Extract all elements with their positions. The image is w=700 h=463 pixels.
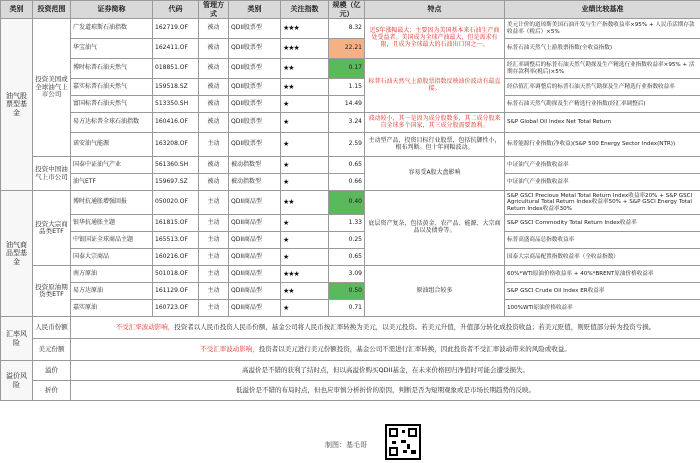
fund-bench: 国泰大宗商品配置指数收益率（全收益指数） [505, 249, 700, 266]
fund-type: QDII商品型 [229, 266, 281, 283]
fund-name: 易方达原油 [71, 283, 153, 300]
share-rmb: 人民币份额 [33, 317, 71, 339]
fund-mgmt: 主动 [199, 283, 229, 300]
fund-type: QDII股票型 [229, 59, 281, 79]
fund-size: 8.32 [329, 19, 365, 39]
feature-3 [365, 113, 505, 133]
feature-1: 近5年涨幅最大；主要因为美国基本来石油生产商处受益者。美国成为全球产油最大，但是需求有限，且成为全球最大的石油出口国之一。 [365, 19, 505, 59]
fund-type: QDII商品型 [229, 191, 281, 215]
fund-stars: ★ [281, 249, 329, 266]
fund-name: 富国标普石油天然气 [71, 96, 153, 113]
fund-stars: ★ [281, 96, 329, 113]
fund-bench: 标普石油天然气上游股票指数(全收益指数) [505, 39, 700, 59]
scope-china: 投资中国油气上市公司 [33, 157, 71, 191]
premium-label: 溢价 [33, 361, 71, 381]
table-row [1, 232, 700, 249]
fund-type: QDII股票型 [229, 113, 281, 133]
fund-name: 博时抗通胀增强回报 [71, 191, 153, 215]
fund-stars: ★ [281, 300, 329, 317]
feature-6: 底层资产复杂，包括黄金、农产品、能源、大宗商品以及债券等。 [365, 191, 505, 266]
fund-name: 嘉实标普石油天然气 [71, 79, 153, 96]
fund-name: 国泰中证油气产业 [71, 157, 153, 174]
fund-mgmt: 被动 [199, 174, 229, 191]
fund-stars: ★★ [281, 191, 329, 215]
fund-name: 易方达标普全球石油指数 [71, 113, 153, 133]
fund-size: 0.71 [329, 300, 365, 317]
fund-code: 165513.OF [153, 232, 199, 249]
feature-2 [365, 59, 505, 113]
fund-size: 1.15 [329, 79, 365, 96]
fund-mgmt: 主动 [199, 133, 229, 157]
table-row [1, 96, 700, 113]
discount-label: 折价 [33, 381, 71, 401]
fund-code: 163208.OF [153, 133, 199, 157]
fund-type: QDII股票型 [229, 19, 281, 39]
fund-code: 050020.OF [153, 191, 199, 215]
table-row [1, 113, 700, 133]
fund-stars: ★★★ [281, 19, 329, 39]
fund-code: 161129.OF [153, 283, 199, 300]
share-usd: 美元份额 [33, 339, 71, 361]
note-premium: 高溢价是不错的获利了结时点，但以高溢价购买QDII基金，在未来价格回归净值时可能会遭受损失。 [71, 361, 700, 381]
fund-name: 中银国证全球商品主题 [71, 232, 153, 249]
header-code: 代码 [153, 1, 199, 19]
scope-global: 投资美国或全球油气上市公司 [33, 19, 71, 157]
fund-type: 被动指数型 [229, 174, 281, 191]
fund-mgmt: 被动 [199, 96, 229, 113]
fund-code: 160216.OF [153, 249, 199, 266]
fund-size: 0.50 [329, 283, 365, 300]
fund-size: 22.21 [329, 39, 365, 59]
note-rmb-text: 投资者以人民币投资人民币份额，基金公司将人民币按汇率转换为美元，以美元投资。若美元升值，升值部分转化成投资收益；若美元贬值，则贬值部分转为投资亏损。 [174, 322, 656, 331]
note-rmb-warn: 不受汇率波动影响， [115, 322, 175, 331]
fund-stars: ★★★ [281, 39, 329, 59]
fund-code: 501018.OF [153, 266, 199, 283]
table-row [1, 174, 700, 191]
feature-4: 主动型产品，投资目标行业股票，包括抗御性小，根布判断。但十年间幅波动。 [365, 133, 505, 157]
fund-stars: ★★ [281, 283, 329, 300]
fund-name: 银华抗通胀主题 [71, 215, 153, 232]
header-bench: 业绩比较基准 [505, 1, 700, 19]
fund-bench: 经汇率调整后的标普石油天然气勘探及生产精选行业指数收益率×95% + 活期存款利率(税后)×5% [505, 59, 700, 79]
fund-size: 0.40 [329, 191, 365, 215]
fund-bench: 中证油气产业指数收益率 [505, 157, 700, 174]
table-row [1, 361, 700, 381]
fund-code: 159697.SZ [153, 174, 199, 191]
table-row [1, 300, 700, 317]
fund-size: 2.59 [329, 133, 365, 157]
table-row [1, 19, 700, 39]
fund-bench: 经估值汇率调整后的标普石油天然气勘探及生产精选行业指数收益率 [505, 79, 700, 96]
fund-type: QDII商品型 [229, 300, 281, 317]
header-row [1, 1, 700, 19]
fund-code: 513350.SH [153, 96, 199, 113]
table-row [1, 249, 700, 266]
fund-bench: 标普石油天然气勘探及生产精选行业指数(经汇率调整后) [505, 96, 700, 113]
table-row [1, 266, 700, 283]
header-mgmt: 管理方式 [199, 1, 229, 19]
fund-type: 被动指数型 [229, 157, 281, 174]
table-row [1, 39, 700, 59]
fund-bench: 美元计价的道琼斯美国石油开发与生产指数收益率×95% + 人民币活期存款收益率（税后）×5% [505, 19, 700, 39]
feature-3-text: 波动较小，其一是因为成分股数多，其二成分股来自全球多个国家，其三成分股需要盈利。 [368, 114, 501, 129]
fund-size: 14.49 [329, 96, 365, 113]
fund-size: 0.66 [329, 174, 365, 191]
fund-mgmt: 被动 [199, 113, 229, 133]
fund-bench: S&P GSCI Commodity Total Return Index收益率 [505, 215, 700, 232]
fund-size: 0.17 [329, 59, 365, 79]
fund-name: 油气ETF [71, 174, 153, 191]
table-row [1, 59, 700, 79]
qr-code-icon [385, 424, 421, 460]
scope-oil-futures: 投资原油期货类ETF [33, 266, 71, 317]
fund-code: 160723.OF [153, 300, 199, 317]
header-focus: 关注指数 [281, 1, 329, 19]
header-size: 规模（亿元） [329, 1, 365, 19]
fund-type: QDII股票型 [229, 39, 281, 59]
fund-stars: ★★ [281, 79, 329, 96]
table-row [1, 191, 700, 215]
table-row [1, 157, 700, 174]
fund-size: 0.65 [329, 157, 365, 174]
fund-name: 华宝油气 [71, 39, 153, 59]
fund-name: 南方原油 [71, 266, 153, 283]
fund-size: 3.24 [329, 113, 365, 133]
feature-7: 原油组合较多 [365, 266, 505, 317]
group-commodity: 油气商品型基金 [1, 191, 33, 317]
fund-bench: 60%*WTI原油价格收益率 + 40%*BRENT原油价格收益率 [505, 266, 700, 283]
group-oil-gas: 油气股票型基金 [1, 19, 33, 191]
scope-commodity-etf: 投资大宗商品类ETF [33, 191, 71, 266]
fund-mgmt: 主动 [199, 191, 229, 215]
fund-type: QDII商品型 [229, 249, 281, 266]
note-usd-warn: 不受汇率波动影响， [200, 344, 259, 353]
fund-code: 018851.OF [153, 59, 199, 79]
fund-stars: ★ [281, 232, 329, 249]
note-usd [71, 339, 700, 361]
fund-mgmt: 被动 [199, 157, 229, 174]
fund-mgmt: 主动 [199, 215, 229, 232]
feature-5: 容易受A股大盘影响 [365, 157, 505, 191]
note-rmb [71, 317, 700, 339]
fund-stars: ★★★ [281, 266, 329, 283]
fund-stars: ★ [281, 157, 329, 174]
fund-size: 3.09 [329, 266, 365, 283]
header-category: 类别 [1, 1, 33, 19]
fund-code: 162719.OF [153, 19, 199, 39]
note-usd-text: 投资者以美元进行美元份额投资，基金公司不需进行汇率转换，因此投资者不受汇率波动带来的风险或收益。 [258, 344, 571, 353]
footer [0, 420, 700, 463]
fund-stars: ★ [281, 133, 329, 157]
fund-type: QDII商品型 [229, 283, 281, 300]
fund-code: 160416.OF [153, 113, 199, 133]
table-row [1, 133, 700, 157]
table-row [1, 283, 700, 300]
fund-code: 561360.SH [153, 157, 199, 174]
fund-code: 161815.OF [153, 215, 199, 232]
note-discount: 低溢价是不错的布局时点，但也应审慎分析折价的原因，判断是否为短期观象或是市场长期趋势的反映。 [71, 381, 700, 401]
fund-code: 162411.OF [153, 39, 199, 59]
fund-stars: ★ [281, 174, 329, 191]
table-row [1, 381, 700, 401]
fund-mgmt: 被动 [199, 39, 229, 59]
fund-size: 0.65 [329, 249, 365, 266]
header-name: 证券简称 [71, 1, 153, 19]
fund-bench: S&P GSCI Precious Metal Total Return Index收益率20% + S&P GSCI Agricultural Total Return Index收益率50% + S&P GSCI Energy Total Return Index收益率30% [505, 191, 700, 215]
fund-bench: 100%WTI原油价格收益率 [505, 300, 700, 317]
fund-name: 博时标普石油天然气 [71, 59, 153, 79]
fund-bench: 标普高盛商品总指数收益率 [505, 232, 700, 249]
credit-text: 制图：基毛哥 [325, 441, 367, 449]
fund-mgmt: 主动 [199, 249, 229, 266]
table-row [1, 339, 700, 361]
fund-type: QDII商品型 [229, 232, 281, 249]
fund-name: 嘉实原油 [71, 300, 153, 317]
group-fx-risk: 汇率风险 [1, 317, 33, 361]
fund-bench: 中证油气产业指数收益率 [505, 174, 700, 191]
fund-type: QDII股票型 [229, 133, 281, 157]
feature-2-text: 标普石油天然气上游股票指数反映油价波动有最直接。 [368, 77, 501, 92]
fund-mgmt: 被动 [199, 59, 229, 79]
fund-bench: 标普能源行业指数(净收益)(S&P 500 Energy Sector Index(NTR)) [505, 133, 700, 157]
header-scope: 投资范围 [33, 1, 71, 19]
fund-stars: ★ [281, 113, 329, 133]
fund-mgmt: 主动 [199, 266, 229, 283]
fund-code: 159518.SZ [153, 79, 199, 96]
fund-mgmt: 主动 [199, 232, 229, 249]
fund-mgmt: 主动 [199, 300, 229, 317]
fund-bench: S&P GSCI Crude Oil Index ER收益率 [505, 283, 700, 300]
fund-name: 国泰大宗商品 [71, 249, 153, 266]
fund-bench: S&P Global Oil Index Net Total Return [505, 113, 700, 133]
fund-type: QDII商品型 [229, 215, 281, 232]
fund-type: QDII股票型 [229, 79, 281, 96]
table-row [1, 215, 700, 232]
fund-name: 诺安油气能源 [71, 133, 153, 157]
fund-type: QDII股票型 [229, 96, 281, 113]
header-feature: 特点 [365, 1, 505, 19]
fund-mgmt: 被动 [199, 79, 229, 96]
table-row [1, 317, 700, 339]
fund-mgmt: 被动 [199, 19, 229, 39]
fund-size: 0.25 [329, 232, 365, 249]
fund-size: 1.33 [329, 215, 365, 232]
group-premium-risk: 溢价风险 [1, 361, 33, 401]
fund-stars: ★ [281, 215, 329, 232]
fund-name: 广发道琼斯石油指数 [71, 19, 153, 39]
header-type: 类别 [229, 1, 281, 19]
table-row [1, 79, 700, 96]
fund-stars: ★★ [281, 59, 329, 79]
